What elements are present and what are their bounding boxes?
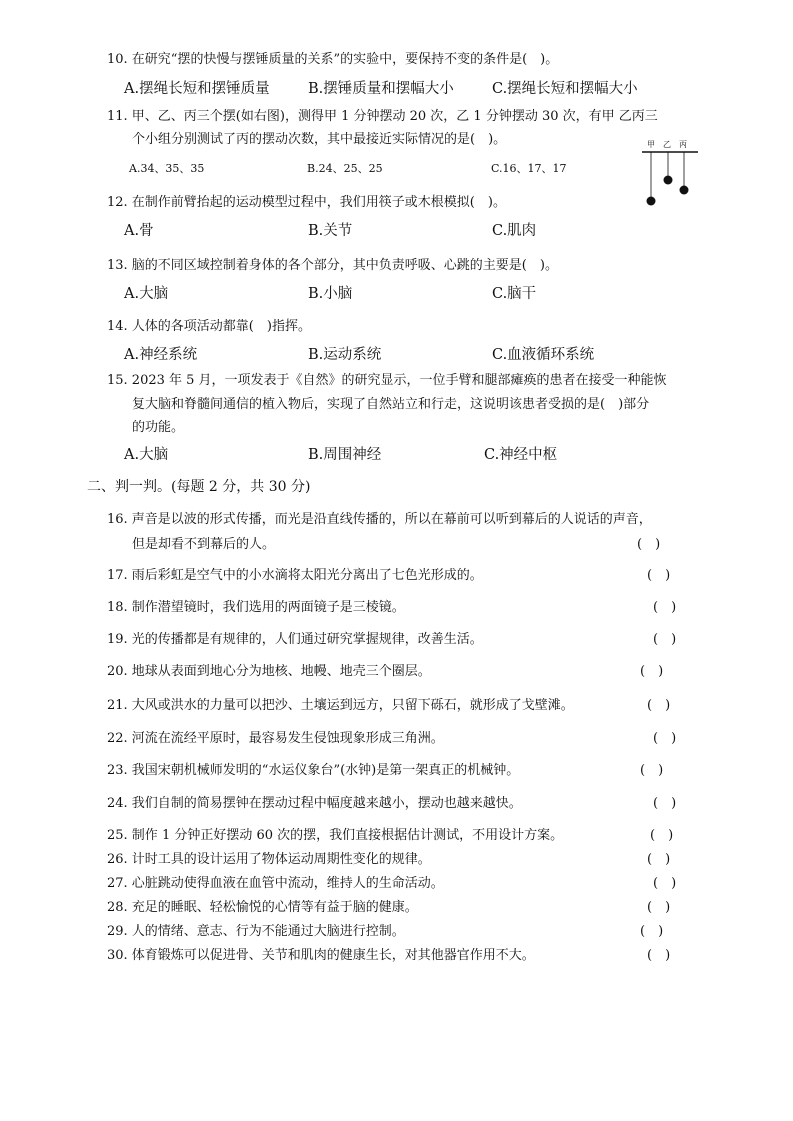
judge-item-23: 23. 我国宋朝机械师发明的“水运仪象台”(水钟)是第一架真正的机械钟。 [107, 763, 520, 778]
question-15-line-2: 复大脑和脊髓间通信的植入物后，实现了自然站立和行走，这说明该患者受损的是( )部分 [132, 397, 650, 412]
judge-item-16-line-1: 16. 声音是以波的形式传播，而光是沿直线传播的，所以在幕前可以听到幕后的人说话的声音， [107, 512, 652, 527]
judge-item-25-answer: ( ) [650, 828, 674, 843]
pendulum-label-jia: 甲 [647, 140, 655, 149]
judge-item-27: 27. 心脏跳动使得血液在血管中流动，维持人的生命活动。 [107, 876, 444, 891]
judge-item-23-answer: ( ) [640, 763, 664, 778]
judge-item-17: 17. 雨后彩虹是空气中的小水滴将太阳光分离出了七色光形成的。 [107, 568, 483, 583]
judge-item-17-answer: ( ) [647, 568, 671, 583]
judge-item-24-answer: ( ) [653, 796, 677, 811]
pendulum-label-bing: 丙 [679, 140, 687, 149]
q11-option-a: A.34、35、35 [129, 162, 205, 175]
judge-item-20: 20. 地球从表面到地心分为地核、地幔、地壳三个圈层。 [107, 664, 431, 679]
question-10-text: 10. 在研究“摆的快慢与摆锤质量的关系”的实验中，要保持不变的条件是( )。 [107, 52, 559, 67]
judge-item-22-answer: ( ) [653, 731, 677, 746]
section-2-title: 二、判一判。(每题 2 分，共 30 分) [87, 479, 311, 495]
pendulum-bob-jia [647, 197, 656, 206]
q13-option-a: A.大脑 [124, 286, 169, 302]
judge-item-22: 22. 河流在流经平原时，最容易发生侵蚀现象形成三角洲。 [107, 731, 444, 746]
question-14-text: 14. 人体的各项活动都靠( )指挥。 [107, 319, 311, 334]
pendulum-bob-yi [664, 176, 673, 185]
q15-option-a: A.大脑 [124, 447, 169, 463]
question-11-line-2: 个小组分别测试了丙的摆动次数，其中最接近实际情况的是( )。 [132, 132, 507, 147]
judge-item-28: 28. 充足的睡眠、轻松愉悦的心情等有益于脑的健康。 [107, 900, 418, 915]
judge-item-30: 30. 体育锻炼可以促进骨、关节和肌肉的健康生长，对其他器官作用不大。 [107, 948, 535, 963]
pendulum-bob-bing [680, 186, 689, 195]
q11-option-b: B.24、25、25 [307, 162, 383, 175]
judge-item-21: 21. 大风或洪水的力量可以把沙、土壤运到远方，只留下砾石，就形成了戈壁滩。 [107, 698, 574, 713]
judge-item-18-answer: ( ) [653, 600, 677, 615]
judge-item-16-line-2: 但是却看不到幕后的人。 [132, 537, 276, 552]
q10-option-c: C.摆绳长短和摆幅大小 [492, 81, 638, 97]
q12-option-b: B.关节 [308, 223, 353, 239]
judge-item-25: 25. 制作 1 分钟正好摆动 60 次的摆，我们直接根据估计测试，不用设计方案。 [107, 828, 564, 843]
q12-option-c: C.肌肉 [492, 223, 537, 239]
q13-option-b: B.小脑 [308, 286, 353, 302]
q13-option-c: C.脑干 [492, 286, 537, 302]
judge-item-28-answer: ( ) [647, 900, 671, 915]
q12-option-a: A.骨 [124, 223, 154, 239]
pendulum-figure [640, 140, 702, 210]
question-15-line-3: 的功能。 [132, 420, 185, 435]
judge-item-27-answer: ( ) [653, 876, 677, 891]
q14-option-b: B.运动系统 [308, 347, 382, 363]
judge-item-26: 26. 计时工具的设计运用了物体运动周期性变化的规律。 [107, 852, 431, 867]
q10-option-b: B.摆锤质量和摆幅大小 [308, 81, 454, 97]
judge-item-18: 18. 制作潜望镜时，我们选用的两面镜子是三棱镜。 [107, 600, 405, 615]
q14-option-c: C.血液循环系统 [492, 347, 595, 363]
question-13-text: 13. 脑的不同区域控制着身体的各个部分，其中负责呼吸、心跳的主要是( )。 [107, 258, 558, 273]
judge-item-19: 19. 光的传播都是有规律的，人们通过研究掌握规律，改善生活。 [107, 632, 483, 647]
q10-option-a: A.摆绳长短和摆锤质量 [124, 81, 270, 97]
q15-option-c: C.神经中枢 [484, 447, 558, 463]
question-11-line-1: 11. 甲、乙、丙三个摆(如右图)，测得甲 1 分钟摆动 20 次，乙 1 分钟摆动 30 次，有甲 乙丙三 [107, 109, 658, 124]
judge-item-20-answer: ( ) [640, 664, 664, 679]
judge-item-16-answer: ( ) [637, 537, 661, 552]
judge-item-30-answer: ( ) [647, 948, 671, 963]
pendulum-drawing [640, 140, 702, 210]
q11-option-c: C.16、17、17 [491, 162, 567, 175]
pendulum-label-yi: 乙 [663, 140, 671, 149]
judge-item-24: 24. 我们自制的简易摆钟在摆动过程中幅度越来越小，摆动也越来越快。 [107, 796, 522, 811]
q14-option-a: A.神经系统 [124, 347, 198, 363]
judge-item-29: 29. 人的情绪、意志、行为不能通过大脑进行控制。 [107, 924, 405, 939]
judge-item-26-answer: ( ) [647, 852, 671, 867]
judge-item-21-answer: ( ) [647, 698, 671, 713]
judge-item-19-answer: ( ) [653, 632, 677, 647]
judge-item-29-answer: ( ) [640, 924, 664, 939]
question-12-text: 12. 在制作前臂抬起的运动模型过程中，我们用筷子或木根模拟( )。 [107, 195, 506, 210]
q15-option-b: B.周围神经 [308, 447, 382, 463]
question-15-line-1: 15. 2023 年 5 月，一项发表于《自然》的研究显示，一位手臂和腿部瘫痪的患者在接受一种能恢 [107, 373, 667, 388]
